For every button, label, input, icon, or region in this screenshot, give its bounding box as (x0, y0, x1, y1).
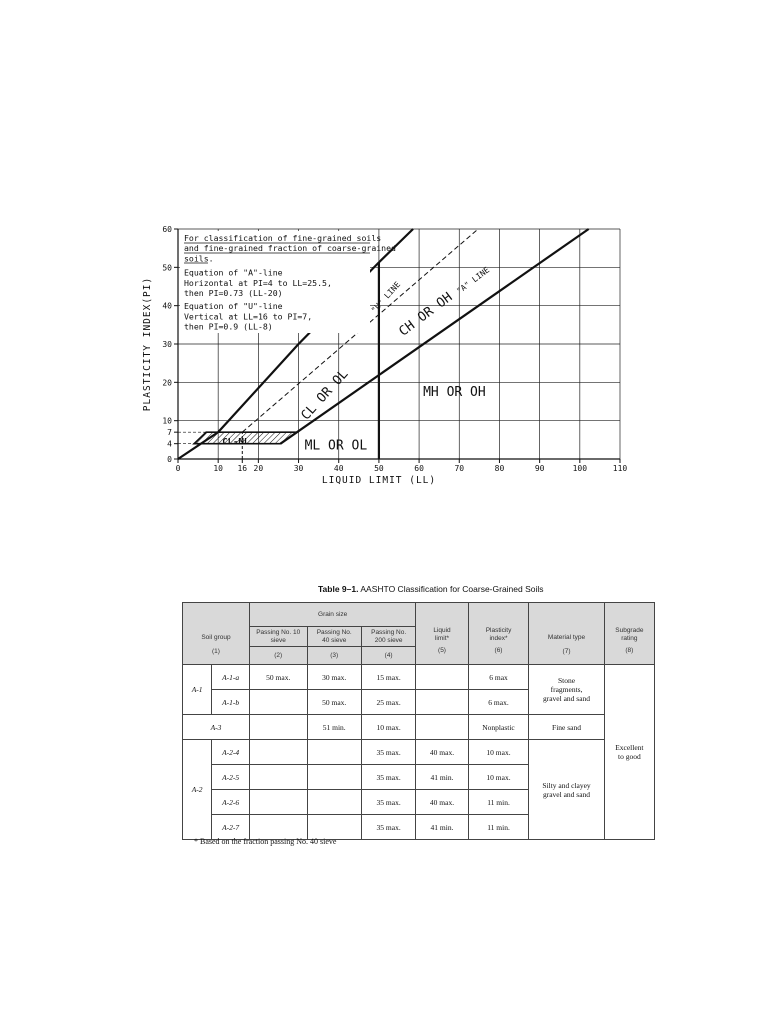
note-line: For classification of fine-grained soils (184, 233, 382, 243)
passing-10-cell (249, 765, 307, 790)
subgroup-cell: A-3 (183, 715, 250, 740)
plasticity-index-cell: 11 min. (468, 790, 529, 815)
u-line-label: "U" LINE (369, 280, 403, 315)
group-a1: A-1 (183, 665, 212, 715)
note-line: Vertical at LL=16 to PI=7, (184, 311, 313, 322)
note-line: Equation of "A"-line (184, 267, 283, 278)
header-passing-40: Passing No. 40 sieve (307, 627, 361, 647)
passing-10-cell: 50 max. (249, 665, 307, 690)
passing-200-cell: 35 max. (361, 790, 415, 815)
passing-40-cell (307, 815, 361, 840)
passing-200-cell: 25 max. (361, 690, 415, 715)
x-tick-label: 90 (534, 464, 545, 473)
table-row (183, 715, 655, 740)
header-subgrade-rating: Subgrade rating (8) (604, 603, 654, 665)
plasticity-chart (130, 215, 650, 485)
liquid-limit-cell (416, 715, 468, 740)
y-tick-label: 30 (162, 340, 172, 349)
x-axis-label: LIQUID LIMIT (LL) (321, 475, 437, 485)
table-row (183, 665, 655, 690)
note-line: and fine-grained fraction of coarse-grained (184, 243, 396, 254)
passing-40-cell: 51 min. (307, 715, 361, 740)
material-a1: Stone fragments, gravel and sand (529, 665, 604, 715)
y-tick-label: 0 (167, 455, 172, 464)
header-liquid-limit: Liquid limit* (5) (416, 603, 468, 665)
group-a2: A-2 (183, 740, 212, 840)
y-tick-label: 60 (162, 225, 172, 234)
passing-200-cell: 15 max. (361, 665, 415, 690)
note-line: Horizontal at PI=4 to LL=25.5, (184, 277, 332, 288)
subgroup-cell: A-1-b (212, 690, 250, 715)
x-tick-label: 110 (612, 464, 628, 473)
passing-40-cell (307, 740, 361, 765)
passing-200-cell: 35 max. (361, 765, 415, 790)
plasticity-chart-svg (130, 215, 650, 485)
passing-40-cell (307, 765, 361, 790)
liquid-limit-cell: 41 min. (416, 815, 468, 840)
y-tick-label: 50 (162, 263, 172, 273)
col-number-4: (4) (361, 647, 415, 665)
ml-ol-label: ML OR OL (304, 438, 368, 454)
x-tick-label: 20 (253, 464, 264, 473)
x-tick-label: 60 (414, 464, 424, 473)
passing-40-cell: 50 max. (307, 690, 361, 715)
plasticity-index-cell: 6 max. (468, 690, 529, 715)
passing-10-cell (249, 690, 307, 715)
y-axis-label: PLASTICITY INDEX(PI) (142, 276, 153, 412)
liquid-limit-cell (416, 665, 468, 690)
plasticity-index-cell: Nonplastic (468, 715, 529, 740)
x-tick-label: 16 (237, 464, 248, 473)
col-number-3: (3) (307, 647, 361, 665)
y-tick-label: 10 (162, 416, 172, 426)
passing-200-cell: 35 max. (361, 815, 415, 840)
y-tick-label: 4 (167, 439, 172, 449)
passing-10-cell (249, 715, 307, 740)
y-tick-label: 7 (167, 428, 172, 438)
passing-200-cell: 10 max. (361, 715, 415, 740)
x-tick-label: 50 (374, 464, 384, 473)
note-line: soils. (184, 253, 214, 264)
x-tick-label: 0 (175, 464, 181, 473)
note-line: then PI=0.73 (LL-20) (184, 288, 283, 298)
x-tick-label: 40 (333, 464, 344, 473)
subgroup-cell: A-2-4 (212, 740, 250, 765)
header-passing-200: Passing No. 200 sieve (361, 627, 415, 647)
note-line: then PI=0.9 (LL-8) (184, 321, 273, 332)
header-material-type: Material type (7) (529, 603, 604, 665)
passing-10-cell (249, 790, 307, 815)
x-tick-label: 80 (494, 464, 505, 473)
a-line-label: "A" LINE (455, 265, 492, 296)
x-tick-label: 70 (454, 464, 465, 473)
subgrade-rating-cell: Excellent to good (604, 665, 654, 840)
subgroup-cell: A-2-5 (212, 765, 250, 790)
table-footnote: * Based on the fraction passing No. 40 sieve (194, 837, 337, 846)
col-number-2: (2) (249, 647, 307, 665)
plasticity-index-cell: 10 max. (468, 765, 529, 790)
ch-oh-label: CH OR OH (396, 289, 456, 340)
passing-40-cell: 30 max. (307, 665, 361, 690)
material-a2: Silty and clayey gravel and sand (529, 740, 604, 840)
aashto-table (182, 602, 655, 840)
liquid-limit-cell (416, 690, 468, 715)
plasticity-index-cell: 6 max (468, 665, 529, 690)
passing-40-cell (307, 790, 361, 815)
liquid-limit-cell: 40 max. (416, 740, 468, 765)
header-passing-10: Passing No. 10 sieve (249, 627, 307, 647)
passing-10-cell (249, 815, 307, 840)
mh-oh-label: MH OR OH (423, 384, 486, 400)
subgroup-cell: A-2-6 (212, 790, 250, 815)
plasticity-index-cell: 11 min. (468, 815, 529, 840)
passing-10-cell (249, 740, 307, 765)
x-tick-label: 30 (293, 464, 304, 473)
passing-200-cell: 35 max. (361, 740, 415, 765)
material-a3: Fine sand (529, 715, 604, 740)
plasticity-index-cell: 10 max. (468, 740, 529, 765)
header-soil-group: Soil group (1) (183, 603, 250, 665)
y-tick-label: 20 (162, 378, 172, 388)
table-row (183, 740, 655, 765)
x-tick-label: 100 (572, 464, 588, 473)
liquid-limit-cell: 41 min. (416, 765, 468, 790)
y-tick-label: 40 (162, 301, 172, 311)
table-title: Table 9–1. AASHTO Classification for Coarse-Grained Soils (318, 584, 544, 594)
subgroup-cell: A-2-7 (212, 815, 250, 840)
header-row-grain (183, 603, 655, 627)
note-line: Equation of "U"-line (184, 301, 283, 312)
header-plasticity-index: Plasticity index* (6) (468, 603, 529, 665)
liquid-limit-cell: 40 max. (416, 790, 468, 815)
cl-ol-label: CL OR OL (298, 366, 352, 424)
cl-ml-label: CL-ML (222, 437, 250, 448)
x-tick-label: 10 (213, 464, 224, 473)
header-grain-size: Grain size (249, 603, 415, 627)
subgroup-cell: A-1-a (212, 665, 250, 690)
